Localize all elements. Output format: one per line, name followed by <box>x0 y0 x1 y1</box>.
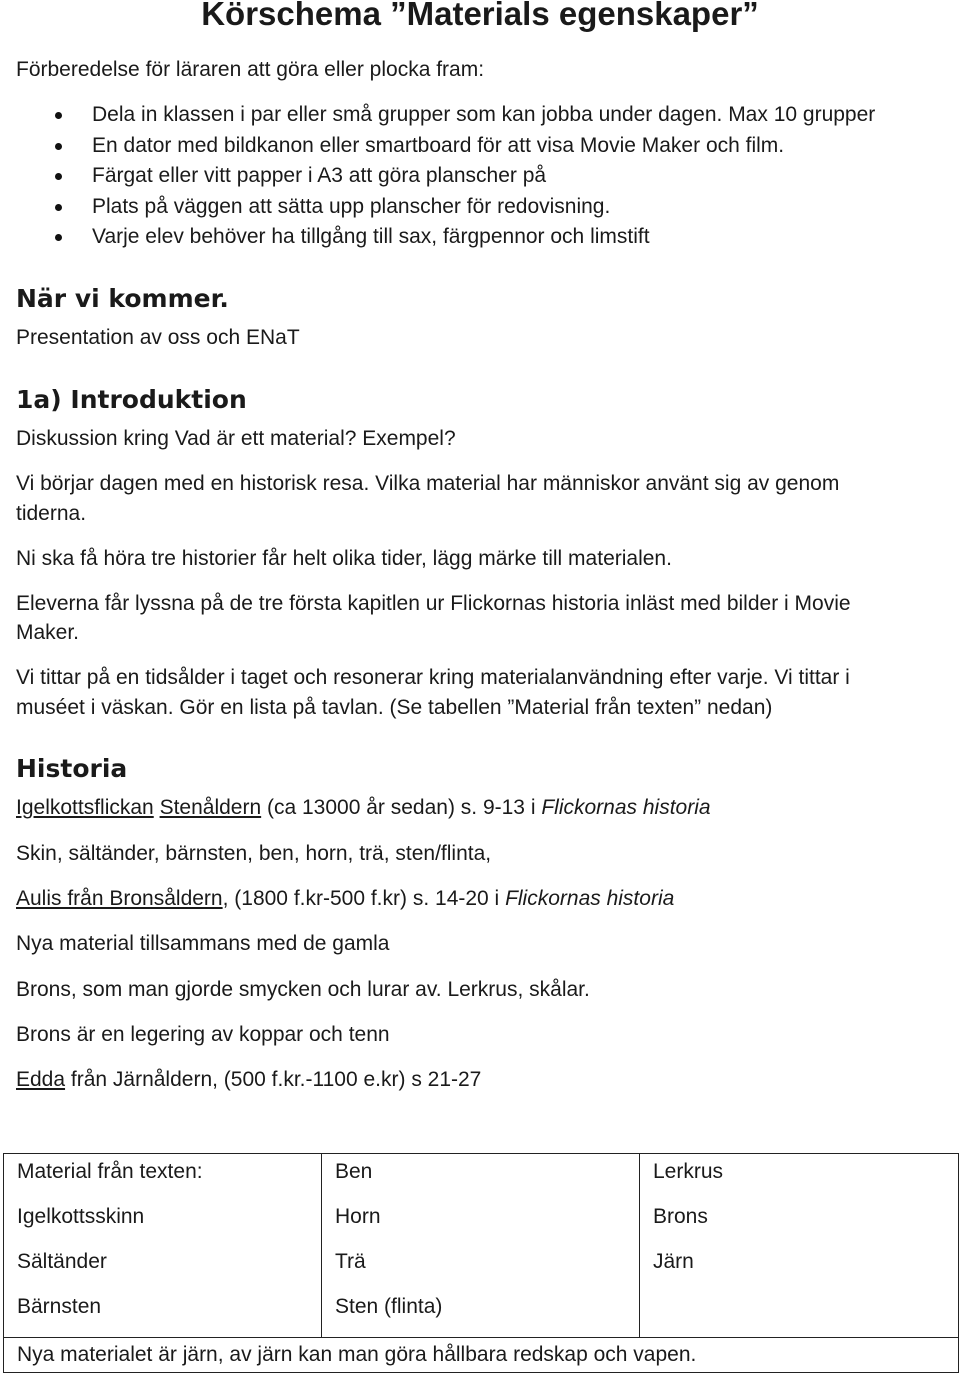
section-heading-introduction: 1a) Introduktion <box>16 385 247 414</box>
stone-age-materials: Skin, sältänder, bärnsten, ben, horn, trä, sten/flinta, <box>16 842 492 865</box>
table-footer-cell: Nya materialet är järn, av järn kan man göra hållbara redskap och vapen. <box>4 1338 959 1373</box>
intro-paragraph-5-line-2: muséet i väskan. Gör en lista på tavlan. (Se tabellen ”Material från texten” nedan) <box>16 696 773 719</box>
story-stone-age: Igelkottsflickan Stenåldern (ca 13000 år sedan) s. 9-13 i Flickornas historia <box>16 796 711 819</box>
story-name: Edda <box>16 1068 66 1091</box>
bullet-icon <box>55 234 62 241</box>
story-bronze-age: Aulis från Bronsåldern, (1800 f.kr-500 f.kr) s. 14-20 i Flickornas historia <box>16 887 675 910</box>
arrival-text: Presentation av oss och ENaT <box>16 326 300 349</box>
section-heading-history: Historia <box>16 754 128 783</box>
table-row <box>4 1338 959 1373</box>
bullet-icon <box>55 112 62 119</box>
intro-paragraph-2-line-2: tiderna. <box>16 502 87 525</box>
table-row <box>4 1154 959 1338</box>
intro-paragraph-4-line-2: Maker. <box>16 621 80 644</box>
intro-paragraph-1: Diskussion kring Vad är ett material? Exempel? <box>16 427 456 450</box>
intro-paragraph-4-line-1: Eleverna får lyssna på de tre första kapitlen ur Flickornas historia inläst med bilder i Movie <box>16 592 851 615</box>
bronze-age-note-2: Brons, som man gjorde smycken och lurar av. Lerkrus, skålar. <box>16 978 590 1001</box>
bronze-age-note-3: Brons är en legering av koppar och tenn <box>16 1023 390 1046</box>
story-name: Igelkottsflickan <box>16 796 154 819</box>
book-title: Flickornas historia <box>505 887 675 910</box>
intro-paragraph-3: Ni ska få höra tre historier får helt olika tider, lägg märke till materialen. <box>16 547 672 570</box>
bronze-age-note-1: Nya material tillsammans med de gamla <box>16 932 390 955</box>
bullet-icon <box>55 143 62 150</box>
bullet-icon <box>55 204 62 211</box>
era-name: Stenåldern <box>159 796 262 819</box>
section-heading-arrival: När vi kommer. <box>16 284 229 313</box>
prep-intro: Förberedelse för läraren att göra eller plocka fram: <box>16 58 485 81</box>
page-title: Körschema ”Materials egenskaper” <box>201 0 759 32</box>
bullet-icon <box>55 173 62 180</box>
table-cell: Ben Horn Trä Sten (flinta) <box>322 1154 640 1338</box>
story-iron-age: Edda från Järnåldern, (500 f.kr.-1100 e.kr) s 21-27 <box>16 1068 482 1091</box>
book-title: Flickornas historia <box>541 796 711 819</box>
intro-paragraph-2-line-1: Vi börjar dagen med en historisk resa. Vilka material har människor använt sig av genom <box>16 472 840 495</box>
table-cell: Lerkrus Brons Järn <box>640 1154 959 1338</box>
intro-paragraph-5-line-1: Vi tittar på en tidsålder i taget och resonerar kring materialanvändning efter varje. Vi tittar i <box>16 666 850 689</box>
table-cell: Material från texten: Igelkottsskinn Sältänder Bärnsten <box>4 1154 322 1338</box>
materials-table <box>3 1153 959 1373</box>
story-name: Aulis från Bronsåldern <box>16 887 223 910</box>
